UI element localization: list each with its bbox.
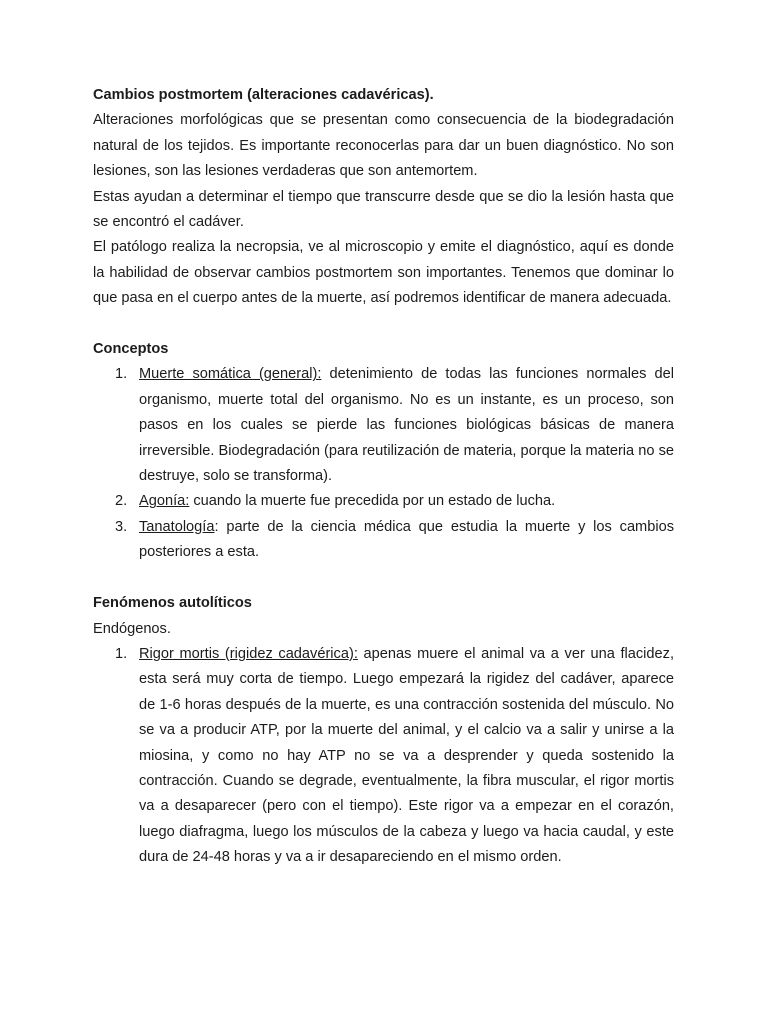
list-item-tanatologia xyxy=(93,515,674,566)
term-rigor-mortis: Rigor mortis (rigidez cadavérica): xyxy=(139,645,358,662)
paragraph-alteraciones: Alteraciones morfológicas que se presentan como consecuencia de la biodegradación natural de los tejidos. Es importante reconocerlas para dar un buen diagnóstico. No son lesiones, son las lesiones verdaderas que son antemortem. xyxy=(93,112,674,180)
list-item-agonia xyxy=(93,489,674,514)
paragraph-patologo: El patólogo realiza la necropsia, ve al microscopio y emite el diagnóstico, aquí es donde la habilidad de observar cambios postmortem son importantes. Tenemos que dominar lo que pasa en el cuerpo antes de la muerte, así podremos identificar de manera adecuada. xyxy=(93,239,674,307)
list-number: 3. xyxy=(115,518,128,535)
definition-text: detenimiento de todas las funciones normales del organismo, muerte total del organismo. No es un instante, es un proceso, son pasos en los cuales se pierde las funciones biológicas básicas de manera irreversible. Biodegradación (para reutilización de materia, porque la materia no se destruye, solo se transforma). xyxy=(139,366,674,485)
definition-text: : parte de la ciencia médica que estudia la muerte y los cambios posteriores a esta. xyxy=(139,518,674,561)
definition-text: cuando la muerte fue precedida por un estado de lucha. xyxy=(189,493,556,510)
list-number: 1. xyxy=(115,645,128,662)
definition-text: apenas muere el animal va a ver una flacidez, esta será muy corta de tiempo. Luego empezará la rigidez del cadáver, aparece de 1-6 horas después de la muerte, es una contracción sostenida del músculo. No se va a producir ATP, por la muerte del animal, y el calcio va a salir y unirse a la miosina, y como no hay ATP no se va a desprender y queda sostenido la contracción. Cuando se degrade, eventualmente, la fibra muscular, el rigor mortis va a desaparecer (pero con el tiempo). Este rigor va a empezar en el corazón, luego diafragma, luego los músculos de la cabeza y luego va hacia caudal, y este dura de 24-48 horas y va a ir desapareciendo en el mismo orden. xyxy=(139,645,674,866)
spacer xyxy=(93,312,674,337)
term-agonia: Agonía: xyxy=(139,493,190,510)
list-number: 1. xyxy=(115,366,128,383)
endogenos-list xyxy=(93,642,674,871)
section-heading-cambios-postmortem: Cambios postmortem (alteraciones cadavéricas). xyxy=(93,87,434,103)
term-muerte-somatica: Muerte somática (general): xyxy=(139,366,322,383)
list-item-rigor-mortis xyxy=(93,642,674,871)
section-heading-conceptos: Conceptos xyxy=(93,341,169,358)
conceptos-list xyxy=(93,362,674,565)
subheading-endogenos: Endógenos. xyxy=(93,620,171,637)
list-item-muerte-somatica xyxy=(93,362,674,489)
term-tanatologia: Tanatología xyxy=(139,518,215,535)
list-number: 2. xyxy=(115,493,128,510)
paragraph-tiempo: Estas ayudan a determinar el tiempo que transcurre desde que se dio la lesión hasta que se encontró el cadáver. xyxy=(93,188,674,231)
spacer xyxy=(93,566,674,591)
section-heading-fenomenos-autoliticos: Fenómenos autolíticos xyxy=(93,595,252,612)
